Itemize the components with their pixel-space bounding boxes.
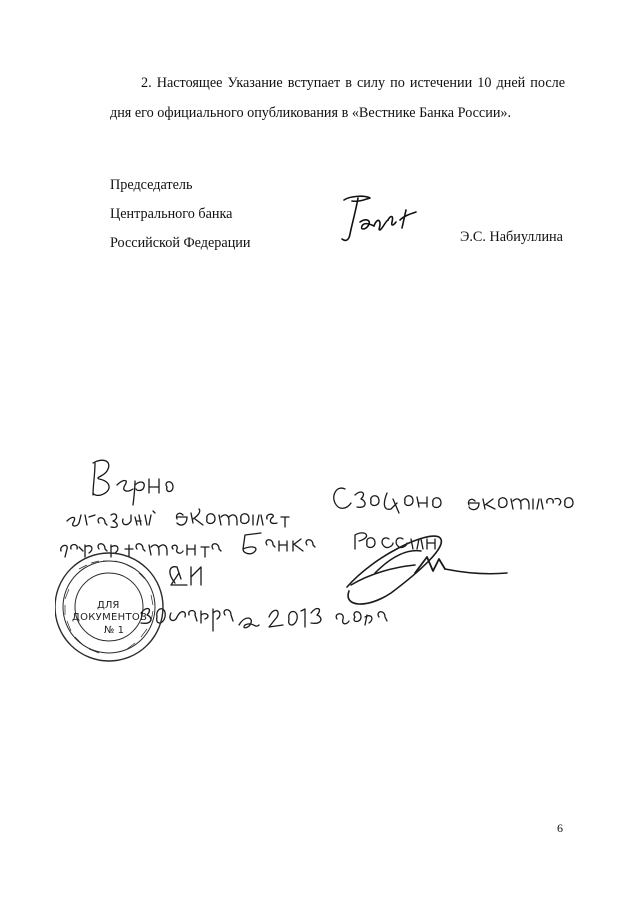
paragraph-line-2: дня его официального опубликования в «Вестнике Банка России». xyxy=(110,105,512,121)
certification-line-1 xyxy=(95,468,133,482)
paragraph-line-1: 2. Настоящее Указание вступает в силу по истечении 10 дней после xyxy=(141,75,565,91)
page-number: 6 xyxy=(557,821,563,835)
certification-line-3 xyxy=(60,542,241,556)
stamp-line-2: ДОКУМЕНТОВ xyxy=(72,612,148,623)
chairperson-signature-icon xyxy=(330,192,440,252)
body-paragraph xyxy=(110,68,565,128)
signatory-title-line-1: Председатель xyxy=(110,177,193,193)
signatory-title-line-2: Центрального банка xyxy=(110,206,233,222)
certification-line-2 xyxy=(65,510,359,524)
certification-date xyxy=(140,620,271,634)
certification-handwriting-icon xyxy=(55,445,585,675)
stamp-line-3: № 1 xyxy=(104,625,124,636)
signatory-title-line-3: Российской Федерации xyxy=(110,235,251,251)
stamp-line-1: ДЛЯ xyxy=(97,600,120,611)
signatory-name: Э.С. Набиуллина xyxy=(460,229,563,245)
signatory-title xyxy=(110,171,250,258)
